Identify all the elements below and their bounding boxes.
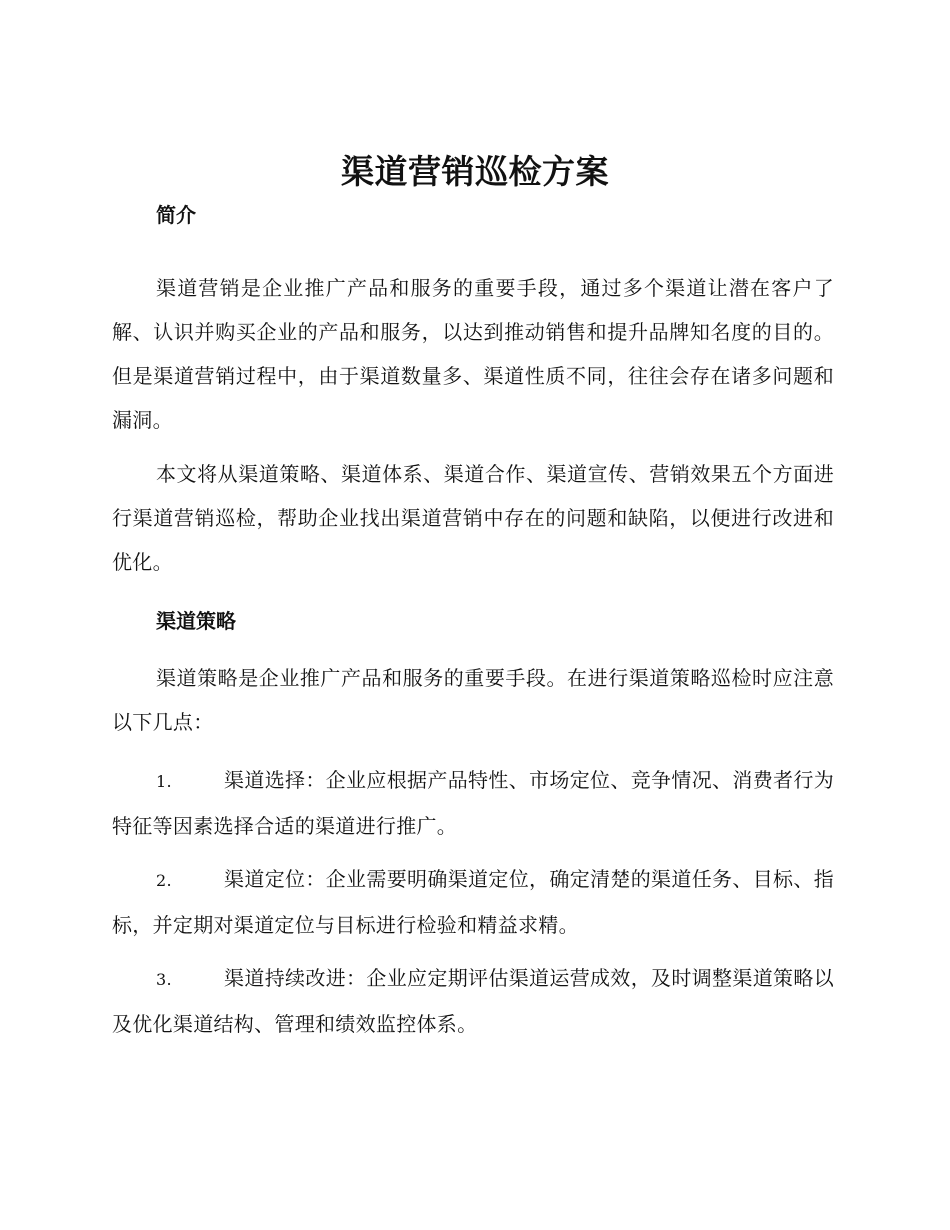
strategy-paragraph-1: 渠道策略是企业推广产品和服务的重要手段。在进行渠道策略巡检时应注意以下几点： bbox=[112, 666, 834, 734]
intro-paragraph-2: 本文将从渠道策略、渠道体系、渠道合作、渠道宣传、营销效果五个方面进行渠道营销巡检，帮助企业找出渠道营销中存在的问题和缺陷，以便进行改进和优化。 bbox=[112, 462, 834, 574]
list-item-number: 1. bbox=[156, 772, 172, 791]
strategy-list bbox=[112, 758, 834, 1046]
section-heading-intro: 简介 bbox=[156, 203, 196, 227]
document-title: 渠道营销巡检方案 bbox=[341, 152, 609, 191]
section-heading-channel-strategy: 渠道策略 bbox=[156, 609, 236, 633]
list-item-number: 3. bbox=[156, 970, 172, 989]
document-body bbox=[112, 200, 834, 1055]
intro-paragraph-1: 渠道营销是企业推广产品和服务的重要手段，通过多个渠道让潜在客户了解、认识并购买企业的产品和服务，以达到推动销售和提升品牌知名度的目的。但是渠道营销过程中，由于渠道数量多、渠道性质不同，往往会存在诸多问题和漏洞。 bbox=[112, 276, 834, 432]
list-item-text: 渠道定位：企业需要明确渠道定位，确定清楚的渠道任务、目标、指标，并定期对渠道定位与目标进行检验和精益求精。 bbox=[112, 867, 834, 937]
list-item bbox=[112, 956, 834, 1046]
list-item-text: 渠道持续改进：企业应定期评估渠道运营成效，及时调整渠道策略以及优化渠道结构、管理和绩效监控体系。 bbox=[112, 966, 834, 1036]
list-item-text: 渠道选择：企业应根据产品特性、市场定位、竞争情况、消费者行为特征等因素选择合适的渠道进行推广。 bbox=[112, 768, 834, 838]
list-item bbox=[112, 857, 834, 947]
list-item bbox=[112, 758, 834, 848]
list-item-number: 2. bbox=[156, 871, 172, 890]
